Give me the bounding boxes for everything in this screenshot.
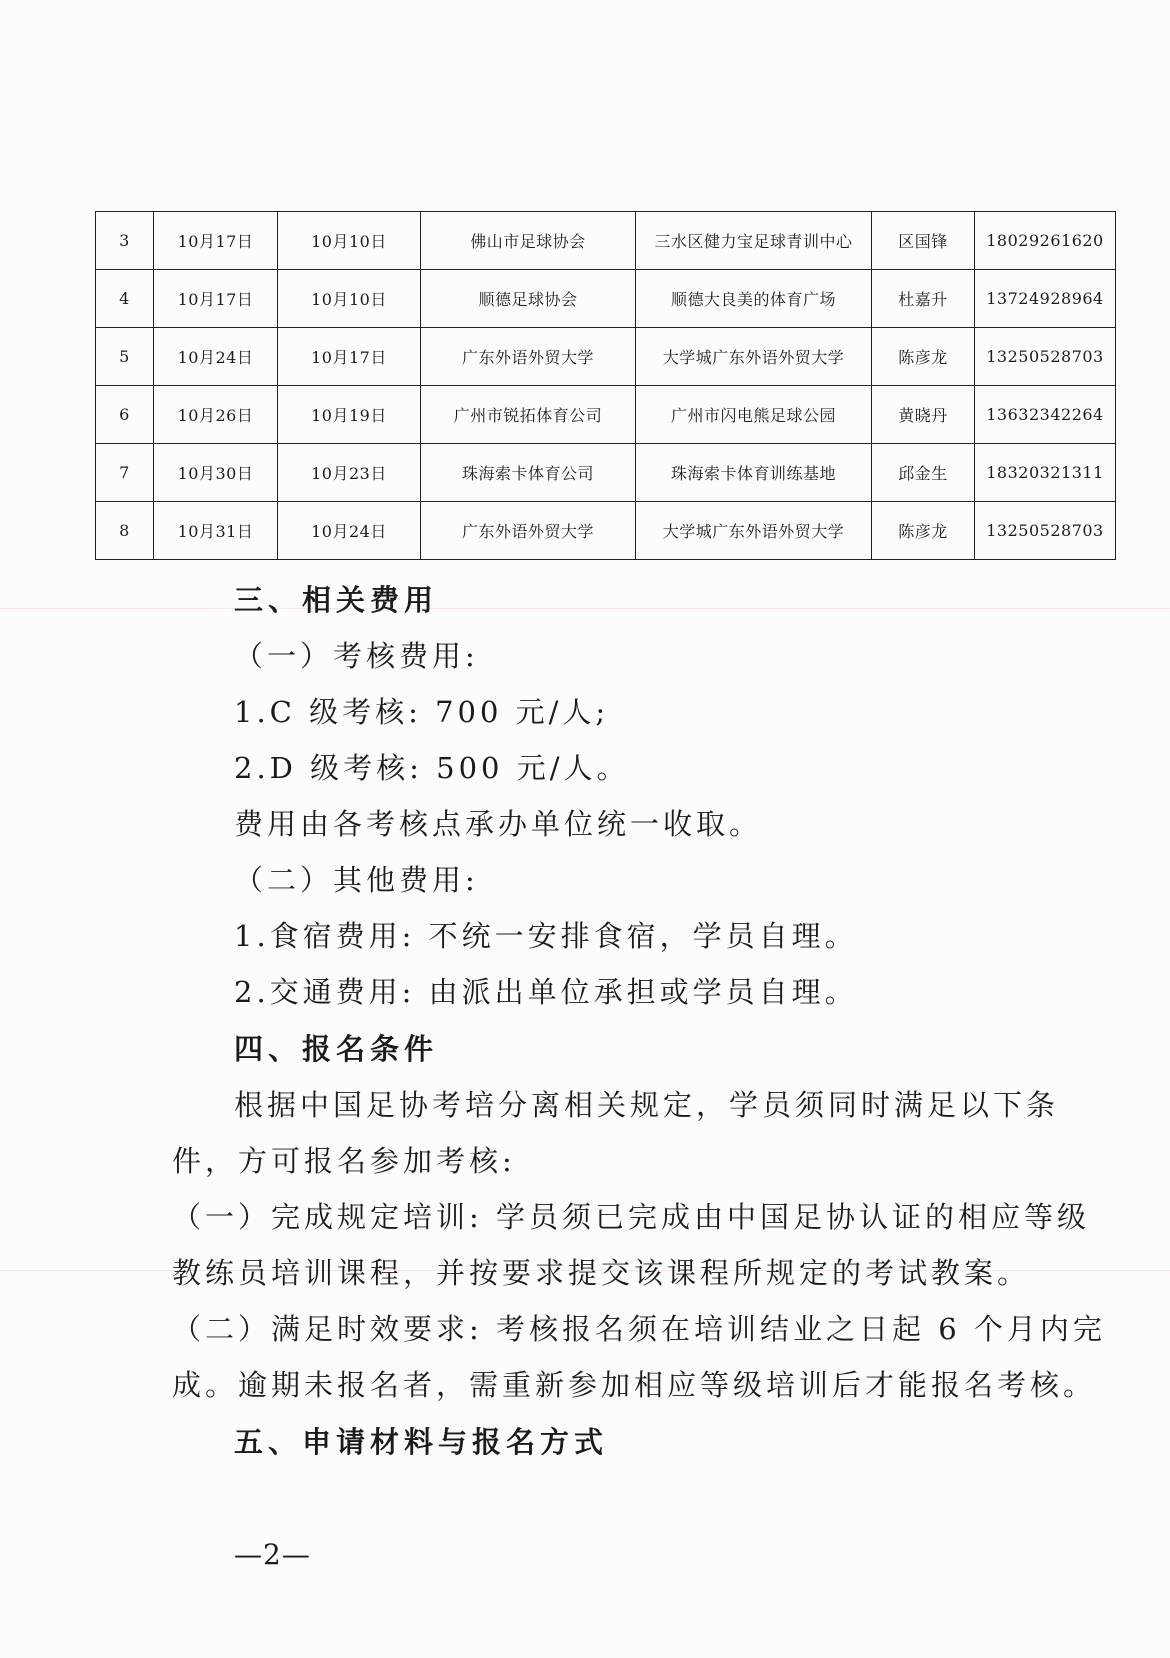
contact-cell: 陈彦龙 bbox=[872, 328, 975, 386]
organizer-cell: 珠海索卡体育公司 bbox=[421, 444, 636, 502]
fee-item-d-level: 2.D 级考核: 500 元/人。 bbox=[234, 751, 630, 785]
venue-cell: 珠海索卡体育训练基地 bbox=[636, 444, 872, 502]
fee-collection-note: 费用由各考核点承办单位统一收取。 bbox=[234, 807, 763, 841]
condition-timeliness-cont: 成。逾期未报名者，需重新参加相应等级培训后才能报名考核。 bbox=[172, 1368, 1097, 1402]
exam-date-cell: 10月30日 bbox=[154, 444, 278, 502]
row-number: 5 bbox=[96, 328, 154, 386]
fee-item-lodging: 1.食宿费用: 不统一安排食宿，学员自理。 bbox=[234, 919, 858, 953]
section-heading-application: 五、申请材料与报名方式 bbox=[234, 1425, 609, 1459]
exam-date-cell: 10月24日 bbox=[154, 328, 278, 386]
venue-cell: 顺德大良美的体育广场 bbox=[636, 270, 872, 328]
organizer-cell: 广州市锐拓体育公司 bbox=[421, 386, 636, 444]
phone-cell: 13632342264 bbox=[975, 386, 1116, 444]
row-number: 7 bbox=[96, 444, 154, 502]
eligibility-intro-cont: 件，方可报名参加考核: bbox=[172, 1144, 516, 1178]
phone-cell: 18320321311 bbox=[975, 444, 1116, 502]
deadline-cell: 10月24日 bbox=[278, 502, 421, 560]
contact-cell: 邱金生 bbox=[872, 444, 975, 502]
fee-item-c-level: 1.C 级考核: 700 元/人; bbox=[234, 695, 610, 729]
contact-cell: 杜嘉升 bbox=[872, 270, 975, 328]
condition-training: （一）完成规定培训: 学员须已完成由中国足协认证的相应等级 bbox=[172, 1200, 1090, 1234]
subsection-other-fees: （二）其他费用: bbox=[234, 863, 479, 897]
deadline-cell: 10月10日 bbox=[278, 212, 421, 270]
scan-artifact-line bbox=[0, 608, 1170, 609]
table-row bbox=[96, 502, 1116, 560]
contact-cell: 区国锋 bbox=[872, 212, 975, 270]
table-row bbox=[96, 270, 1116, 328]
section-heading-fees: 三、相关费用 bbox=[234, 583, 439, 617]
exam-date-cell: 10月17日 bbox=[154, 212, 278, 270]
organizer-cell: 佛山市足球协会 bbox=[421, 212, 636, 270]
exam-date-cell: 10月31日 bbox=[154, 502, 278, 560]
page-number: —2— bbox=[234, 1538, 311, 1571]
deadline-cell: 10月10日 bbox=[278, 270, 421, 328]
deadline-cell: 10月23日 bbox=[278, 444, 421, 502]
deadline-cell: 10月19日 bbox=[278, 386, 421, 444]
contact-cell: 黄晓丹 bbox=[872, 386, 975, 444]
exam-date-cell: 10月26日 bbox=[154, 386, 278, 444]
venue-cell: 大学城广东外语外贸大学 bbox=[636, 328, 872, 386]
table-row bbox=[96, 386, 1116, 444]
section-heading-eligibility: 四、报名条件 bbox=[234, 1032, 439, 1066]
row-number: 3 bbox=[96, 212, 154, 270]
phone-cell: 13250528703 bbox=[975, 502, 1116, 560]
fee-item-transport: 2.交通费用: 由派出单位承担或学员自理。 bbox=[234, 975, 858, 1009]
phone-cell: 13250528703 bbox=[975, 328, 1116, 386]
row-number: 8 bbox=[96, 502, 154, 560]
phone-cell: 18029261620 bbox=[975, 212, 1116, 270]
row-number: 6 bbox=[96, 386, 154, 444]
exam-date-cell: 10月17日 bbox=[154, 270, 278, 328]
table-row bbox=[96, 444, 1116, 502]
table-row bbox=[96, 212, 1116, 270]
venue-cell: 大学城广东外语外贸大学 bbox=[636, 502, 872, 560]
phone-cell: 13724928964 bbox=[975, 270, 1116, 328]
condition-training-cont: 教练员培训课程，并按要求提交该课程所规定的考试教案。 bbox=[172, 1256, 1031, 1290]
deadline-cell: 10月17日 bbox=[278, 328, 421, 386]
table-row bbox=[96, 328, 1116, 386]
organizer-cell: 广东外语外贸大学 bbox=[421, 328, 636, 386]
organizer-cell: 顺德足球协会 bbox=[421, 270, 636, 328]
exam-schedule-table bbox=[95, 211, 1116, 560]
subsection-exam-fees: （一）考核费用: bbox=[234, 639, 479, 673]
venue-cell: 三水区健力宝足球青训中心 bbox=[636, 212, 872, 270]
organizer-cell: 广东外语外贸大学 bbox=[421, 502, 636, 560]
eligibility-intro: 根据中国足协考培分离相关规定，学员须同时满足以下条 bbox=[234, 1088, 1060, 1122]
row-number: 4 bbox=[96, 270, 154, 328]
contact-cell: 陈彦龙 bbox=[872, 502, 975, 560]
venue-cell: 广州市闪电熊足球公园 bbox=[636, 386, 872, 444]
condition-timeliness: （二）满足时效要求: 考核报名须在培训结业之日起 6 个月内完 bbox=[172, 1312, 1106, 1346]
